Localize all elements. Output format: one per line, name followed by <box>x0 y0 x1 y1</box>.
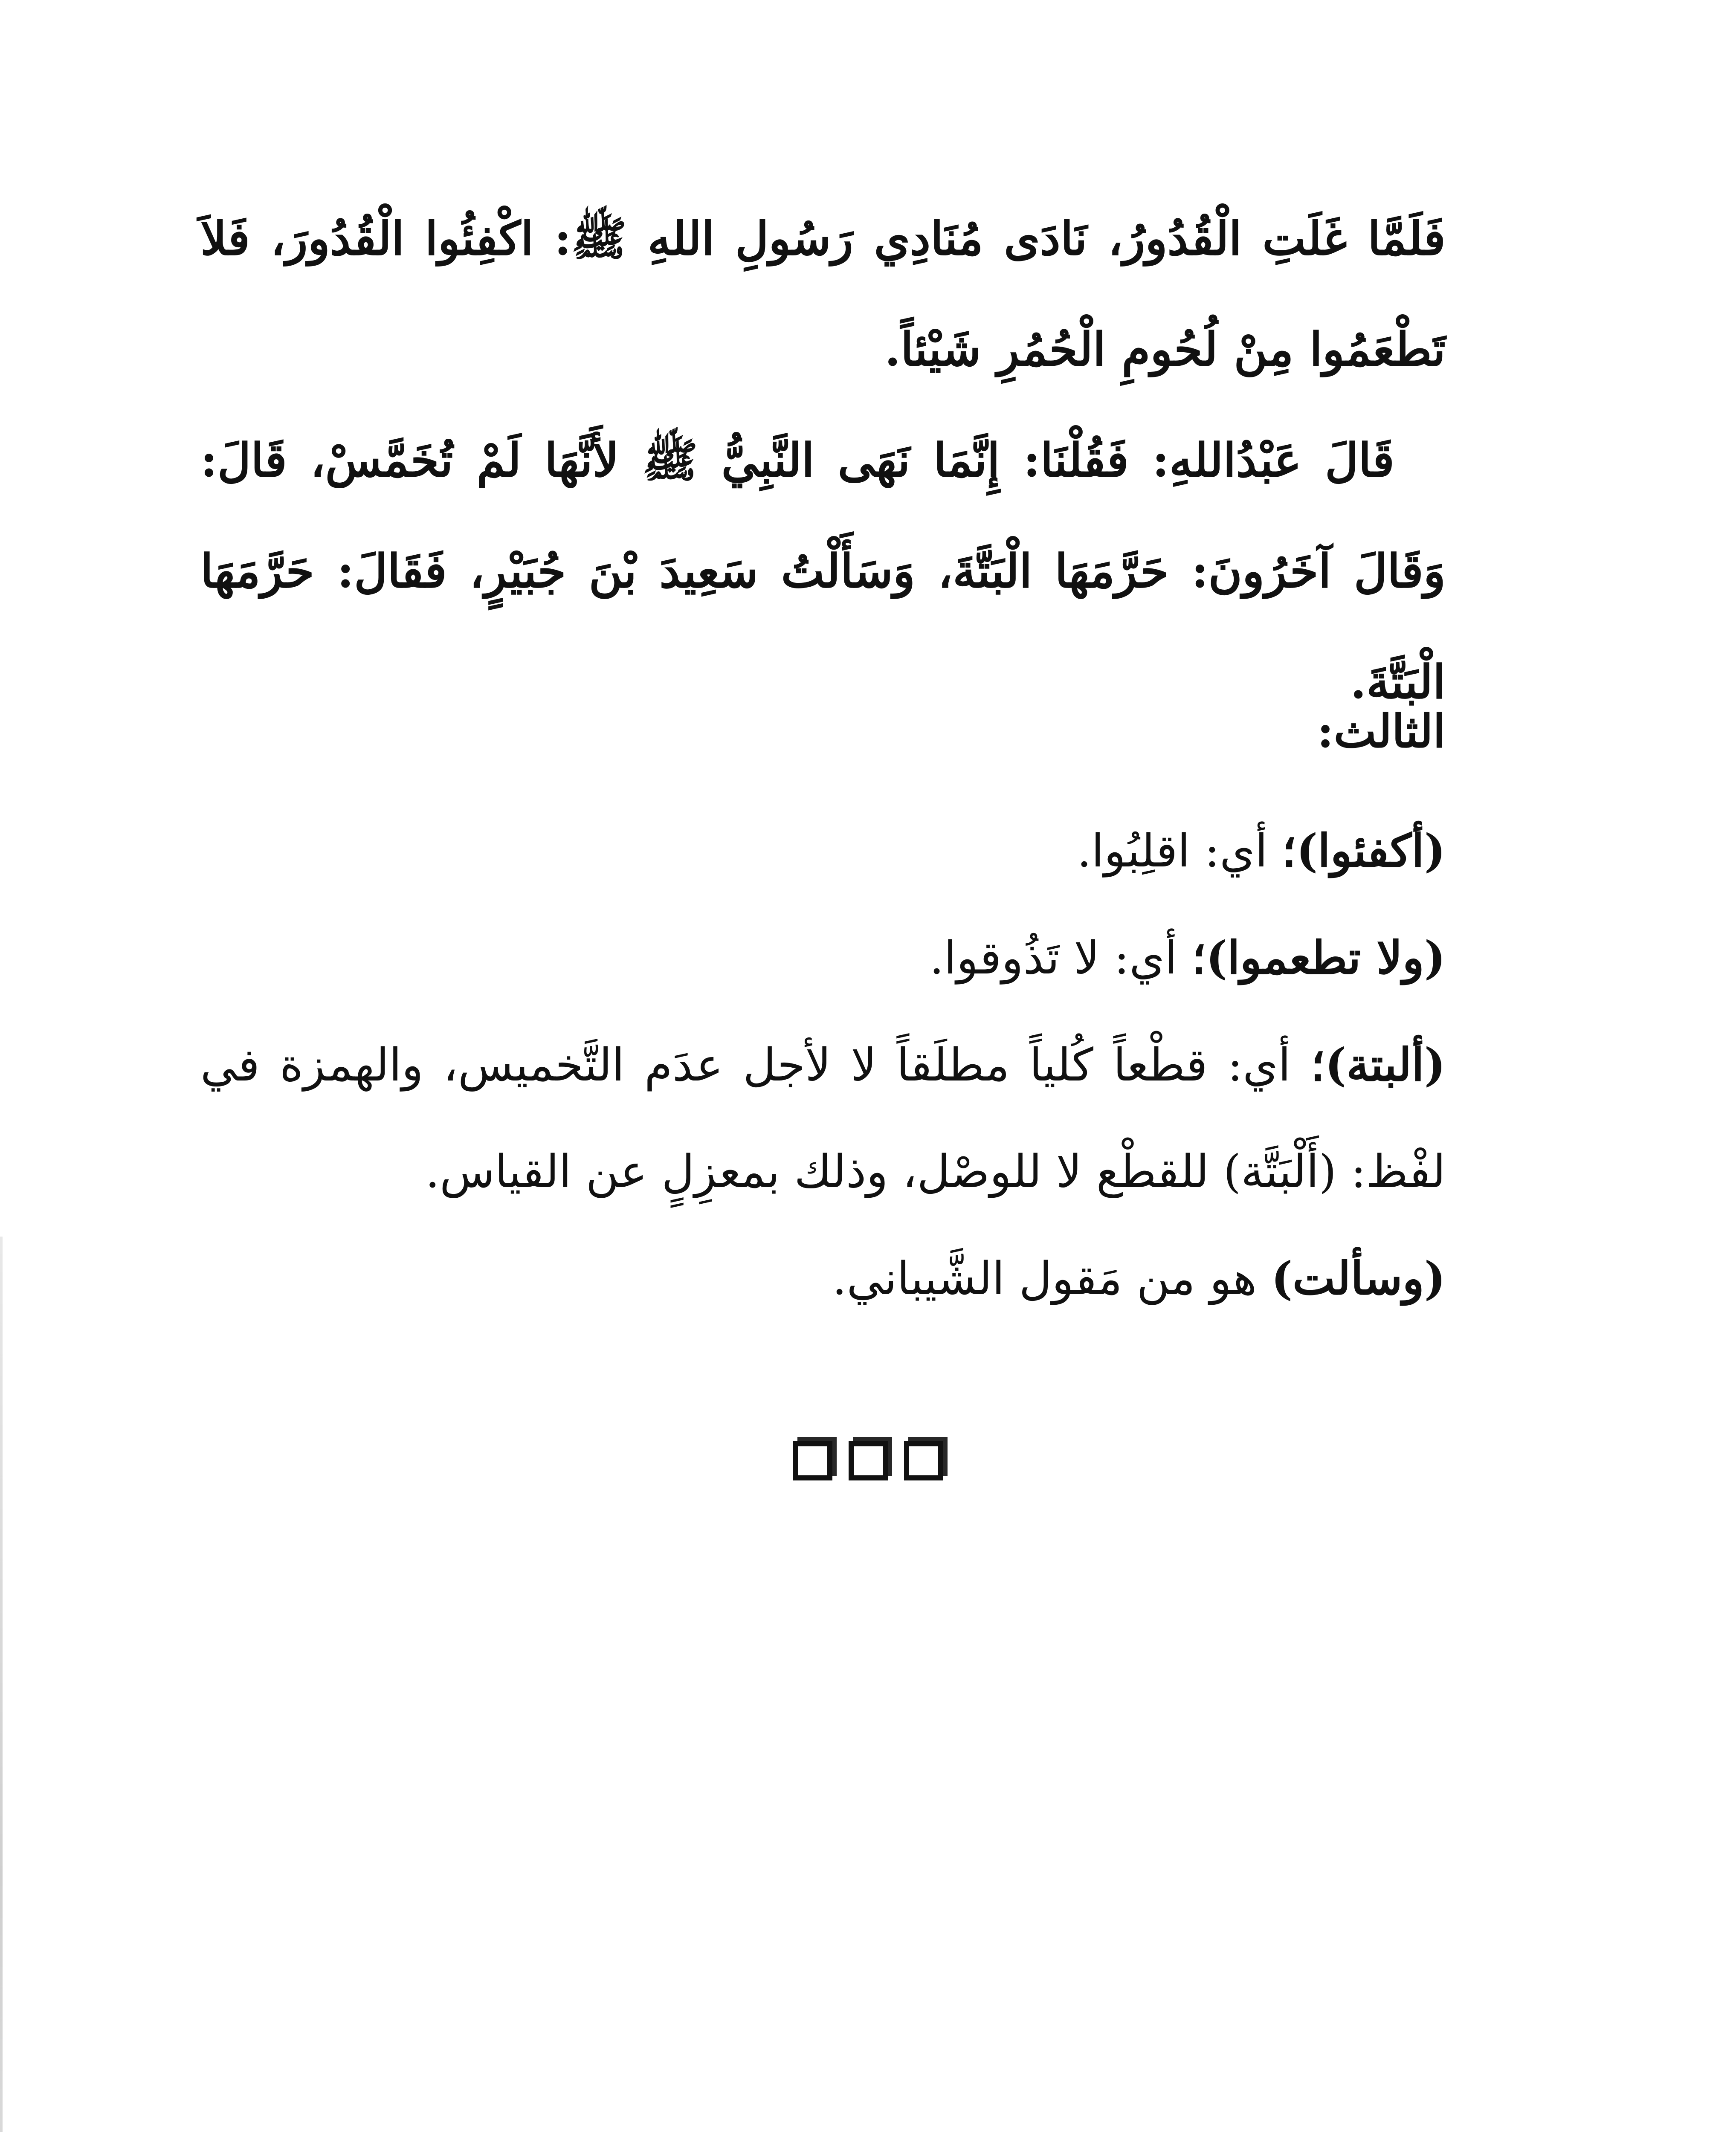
note-text: هو من مَقول الشَّيباني. <box>832 1252 1271 1305</box>
note-term: (ولا تطعموا)؛ <box>1191 931 1446 984</box>
note-term: (ألبتة)؛ <box>1310 1038 1446 1091</box>
note-text: أي: اقلِبُوا. <box>1077 825 1282 877</box>
note-term: (أكفئوا)؛ <box>1282 824 1446 877</box>
hadith-paragraph-1: فَلَمَّا غَلَتِ الْقُدُورُ، نَادَى مُنَادِي رَسُولِ اللهِ ﷺ: اكْفِئُوا الْقُدُورَ، فَلاَ تَطْعَمُوا مِنْ لُحُومِ الْحُمُرِ شَيْئاً. <box>200 212 1446 377</box>
section-end-ornament <box>0 1441 1736 1480</box>
note-item <box>200 1011 1446 1225</box>
notes-heading: الثالث: <box>1317 704 1446 758</box>
scan-edge-shadow <box>0 1237 3 2132</box>
notes-section <box>200 678 1446 1332</box>
note-text: أي: لا تَذُوقوا. <box>929 932 1192 984</box>
hadith-text-block <box>200 183 1446 738</box>
ornament-square-icon <box>849 1441 888 1480</box>
note-item <box>200 797 1446 904</box>
ornament-square-icon <box>904 1441 943 1480</box>
note-term: (وسألت) <box>1271 1251 1446 1305</box>
note-text: أي: قطْعاً كُلياً مطلَقاً لا لأجل عدَم التَّخميس، والهمزة في لفْظ: (أَلْبَتَّة) للقطْع لا للوصْل، وذلك بمعزِلٍ عن القياس. <box>200 1039 1446 1198</box>
hadith-paragraph-2: قَالَ عَبْدُاللهِ: فَقُلْنَا: إِنَّمَا نَهَى النَّبِيُّ ﷺ لأَنَّهَا لَمْ تُخَمَّسْ، قَالَ: وَقَالَ آخَرُونَ: حَرَّمَهَا الْبَتَّةَ، وَسَأَلْتُ سَعِيدَ بْنَ جُبَيْرٍ، فَقَالَ: حَرَّمَهَا الْبَتَّةَ. <box>200 434 1446 709</box>
ornament-square-icon <box>793 1441 832 1480</box>
note-item <box>200 1225 1446 1332</box>
note-item <box>200 904 1446 1011</box>
